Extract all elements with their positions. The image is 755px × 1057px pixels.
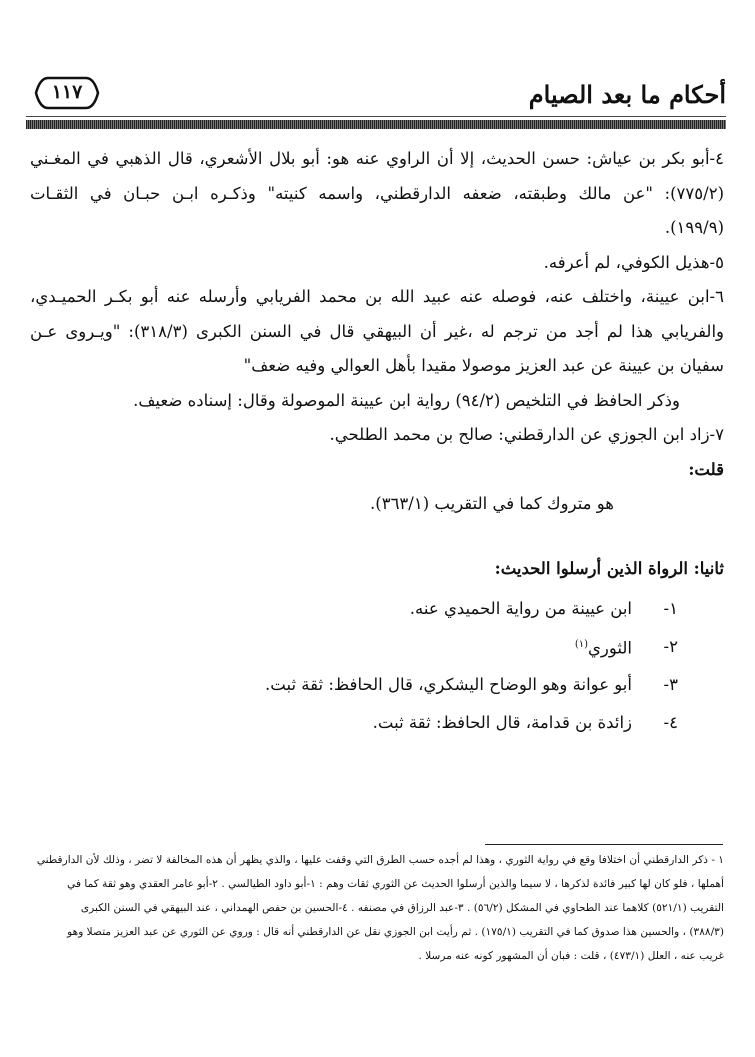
list-item-number: ٢- xyxy=(663,636,678,656)
list-item xyxy=(30,590,724,628)
list-item xyxy=(30,666,724,704)
list-item xyxy=(30,628,724,666)
page-number-badge xyxy=(34,76,100,110)
page-header xyxy=(26,72,726,132)
footnote-separator xyxy=(485,844,723,845)
list-item-number: ١- xyxy=(663,598,678,618)
narrators-list xyxy=(30,590,724,742)
list-item-text: أبو عوانة وهو الوضاح اليشكري، قال الحافظ: ثقة ثبت. xyxy=(265,674,632,694)
paragraph-6-line-4: وذكر الحافظ في التلخيص (٩٤/٢) رواية ابن عيينة الموصولة وقال: إسناده ضعيف. xyxy=(133,390,680,410)
footnote-marker[interactable]: (١) xyxy=(574,639,588,650)
footnote-1-line-2: أهملها ، فلو كان لها كبير فائدة لذكرها ، لا سيما والذين أرسلوا الحديث عن الثوري ثقات وهم : ١-أبو داود الطيالسي . ٢-أبو عامر العقدي وهو ثقة كما في xyxy=(67,878,724,890)
running-title: أحكام ما بعد الصيام xyxy=(528,80,726,109)
list-item-number: ٣- xyxy=(663,674,678,694)
footnote-1-line-4: (٣٨٨/٣) ، والحسين هذا صدوق كما في التقريب (١٧٥/١) . ثم رأيت ابن الجوزي نقل عن الدارقطني أنه قال : وروي عن الثوري عن عبد العزيز متصلا وهو xyxy=(67,926,724,938)
paragraph-6-line-2: والفريابي هذا لم أجد من ترجم له ،غير أن البيهقي قال في السنن الكبرى (٣١٨/٣): "ويـروى عـن xyxy=(30,321,724,341)
qult-text: هو متروك كما في التقريب (٣٦٣/١). xyxy=(370,494,614,513)
list-item-text: ابن عيينة من رواية الحميدي عنه. xyxy=(409,598,632,618)
main-text xyxy=(30,142,724,742)
page-number: ١١٧ xyxy=(51,81,83,103)
paragraph-4-line-1: ٤-أبو بكر بن عياش: حسن الحديث، إلا أن الراوي عنه هو: أبو بلال الأشعري، قال الذهبي في المغـني xyxy=(30,149,724,168)
paragraph-5: ٥-هذيل الكوفي، لم أعرفه. xyxy=(543,252,724,272)
spacer xyxy=(30,522,724,552)
paragraph-4-line-3: (١٩٩/٩). xyxy=(664,218,724,237)
footnote-1-line-3: التقريب (٥٢١/١) كلاهما عند الطحاوي في المشكل (٥٦/٢) . ٣-عبد الرزاق في مصنفه . ٤-الحسين بن حفص الهمداني ، عند البيهقي في السنن الكبرى xyxy=(80,902,724,914)
header-thin-rule xyxy=(26,116,726,117)
list-item-text: زائدة بن قدامة، قال الحافظ: ثقة ثبت. xyxy=(372,712,632,732)
paragraph-7: ٧-زاد ابن الجوزي عن الدارقطني: صالح بن محمد الطلحي. xyxy=(329,425,724,444)
list-item-number: ٤- xyxy=(663,712,678,732)
qult-heading: قلت: xyxy=(688,459,724,479)
paragraph-6-line-1: ٦-ابن عيينة، واختلف عنه، فوصله عنه عبيد الله بن محمد الفريابي وأرسله عنه أبو بكـر الحميـدي، xyxy=(30,287,724,306)
paragraph-4-line-2: (٧٧٥/٢): "عن مالك وطبقته، ضعفه الدارقطني، واسمه كنيته" وذكـره ابـن حبـان في الثقـات xyxy=(30,183,724,203)
paragraph-6-line-3: سفيان بن عيينة عن عبد العزيز موصولا مقيدا بأهل العوالي وفيه ضعف" xyxy=(243,356,724,375)
header-thick-rule xyxy=(26,120,726,129)
footnote-1-line-1: ١ - ذكر الدارقطني أن اختلافا وقع في رواية الثوري ، وهذا لم أجده حسب الطرق التي وقفت عليها ، والذي يظهر أن هذه المخالفة لا تضر ، وذلك لأن الدارقطني xyxy=(36,854,724,866)
section-heading: ثانيا: الرواة الذين أرسلوا الحديث: xyxy=(494,558,724,578)
list-item-text-main: الثوري xyxy=(588,638,632,658)
list-item-text xyxy=(30,628,632,666)
footnote-1-line-5: غريب عنه ، العلل (٤٧٣/١) ، قلت : فبان أن المشهور كونه عنه مرسلا . xyxy=(418,950,724,962)
list-item xyxy=(30,704,724,742)
footnotes xyxy=(30,848,724,968)
